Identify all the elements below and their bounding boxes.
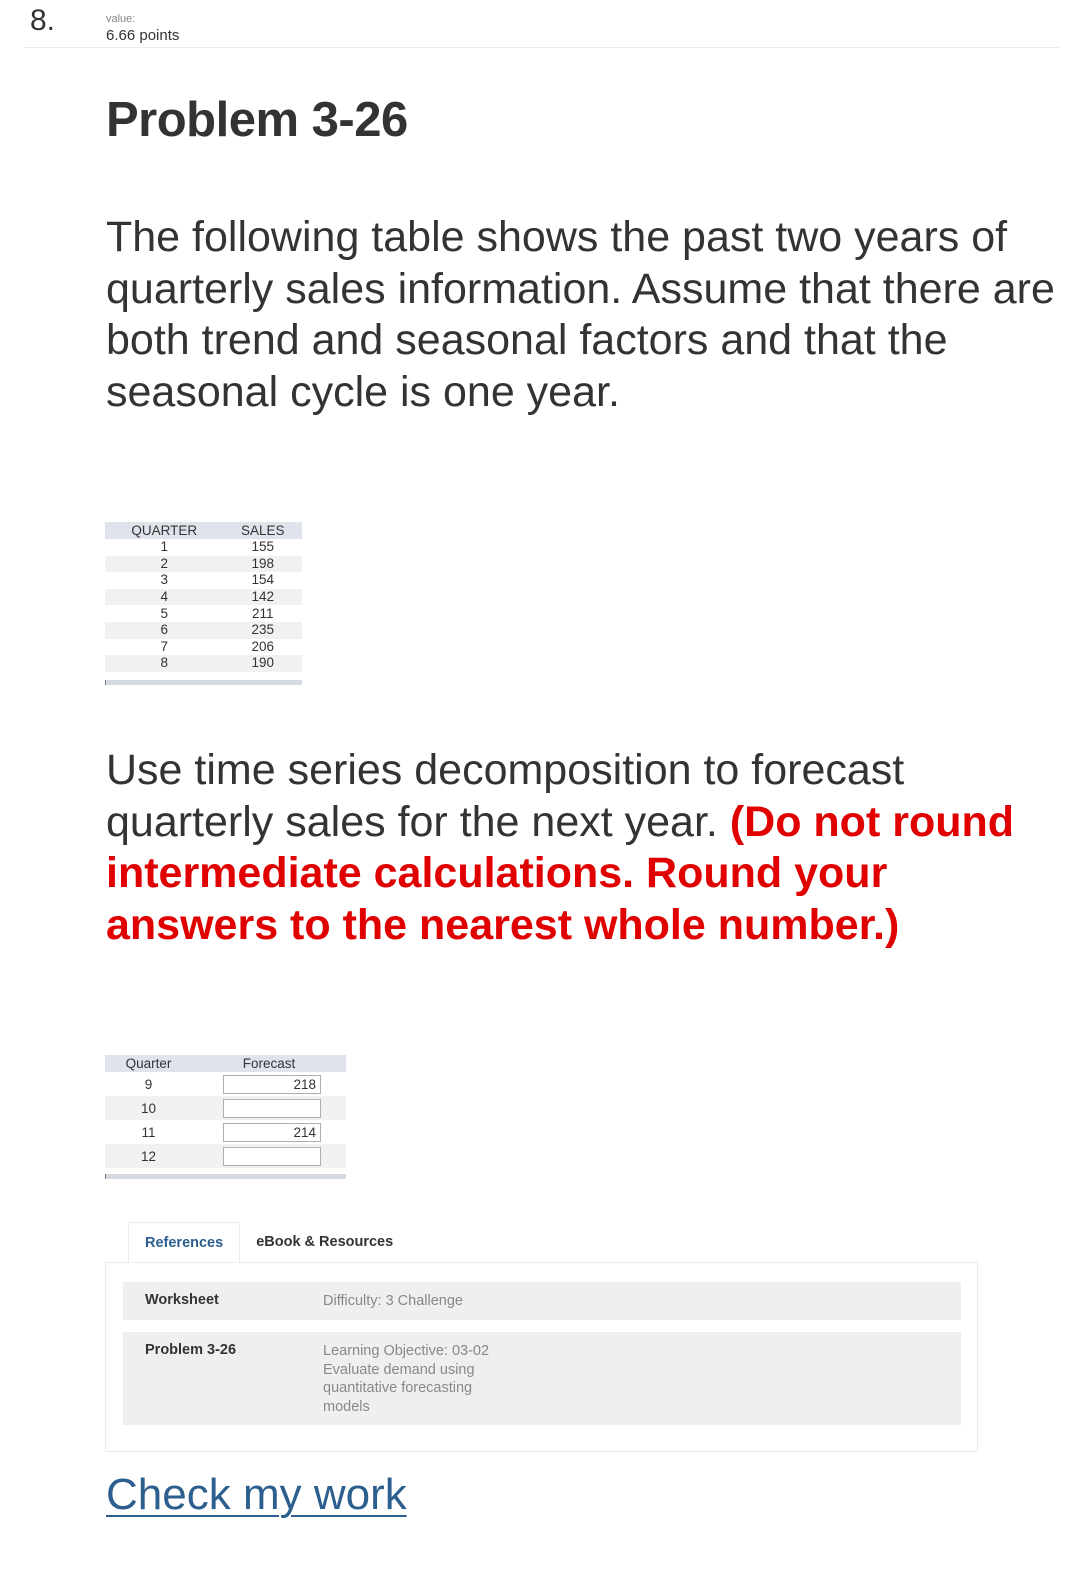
table-row	[105, 556, 302, 573]
table-row	[105, 1072, 346, 1096]
table-row	[105, 1096, 346, 1120]
forecast-input-q11[interactable]	[223, 1123, 321, 1142]
forecast-table-header	[105, 1055, 346, 1072]
table-row	[105, 1120, 346, 1144]
quarter-cell: 1	[160, 539, 169, 555]
problem-instructions	[106, 745, 1056, 951]
forecast-table	[105, 1055, 346, 1168]
forecast-input-q10[interactable]	[223, 1099, 321, 1118]
quarter-cell: 9	[144, 1076, 153, 1092]
quarter-cell: 2	[105, 556, 224, 573]
quarter-cell: 8	[105, 655, 224, 672]
sales-table-header	[105, 522, 302, 539]
sales-table-footer	[105, 680, 302, 685]
reference-row	[123, 1332, 961, 1425]
sales-cell: 235	[224, 622, 302, 639]
quarter-cell: 10	[140, 1100, 157, 1116]
sales-cell: 211	[252, 605, 274, 621]
forecast-input-q9[interactable]	[223, 1075, 321, 1094]
column-header-sales: SALES	[224, 522, 302, 539]
sales-cell: 206	[251, 638, 275, 654]
column-header-forecast: Forecast	[242, 1056, 296, 1071]
reference-row	[123, 1282, 961, 1320]
tab-ebook-resources[interactable]: eBook & Resources	[256, 1234, 394, 1250]
column-header-quarter: Quarter	[125, 1056, 172, 1071]
sales-cell: 190	[224, 655, 302, 672]
worksheet-link[interactable]: Worksheet	[145, 1292, 219, 1308]
references-panel	[105, 1262, 978, 1452]
rounding-instructions: (Do not round intermediate calculations. Round your answers to the nearest whole number.)	[106, 797, 1015, 949]
table-row	[105, 639, 302, 656]
column-header-quarter: QUARTER	[105, 522, 224, 539]
tab-references[interactable]: References	[128, 1222, 240, 1262]
points-value: 6.66 points	[106, 27, 180, 44]
quarter-cell: 3	[160, 572, 169, 588]
table-row	[105, 655, 302, 672]
quarter-cell: 5	[160, 605, 169, 621]
problem-intro: The following table shows the past two years of quarterly sales information. Assume that there are both trend and seasonal factors and that the seasonal cycle is one year.	[106, 213, 1055, 416]
table-row	[105, 605, 302, 622]
quarter-cell: 11	[141, 1124, 156, 1140]
sales-cell: 142	[224, 589, 302, 606]
sales-cell: 198	[224, 556, 302, 573]
sales-cell: 155	[251, 539, 275, 555]
problem-link[interactable]: Problem 3-26	[145, 1342, 237, 1358]
question-number: 8.	[30, 4, 56, 37]
quarter-cell: 4	[105, 589, 224, 606]
check-my-work-link[interactable]: Check my work	[106, 1470, 407, 1519]
learning-objective-text: Learning Objective: 03-02 Evaluate demand using quantitative forecasting models	[323, 1343, 490, 1415]
table-row	[105, 539, 302, 556]
forecast-input-q12[interactable]	[223, 1147, 321, 1166]
header-divider	[24, 47, 1060, 48]
forecast-table-footer	[105, 1174, 346, 1179]
instructions-text: Use time series decomposition to forecast quarterly sales for the next year.	[106, 746, 905, 846]
table-row	[105, 589, 302, 606]
quarter-cell: 12	[140, 1148, 157, 1164]
value-label: value:	[106, 13, 136, 25]
table-row	[105, 622, 302, 639]
quarter-cell: 7	[160, 638, 169, 654]
table-row	[105, 1144, 346, 1168]
problem-title: Problem 3-26	[106, 93, 408, 147]
difficulty-text: Difficulty: 3 Challenge	[323, 1293, 463, 1309]
reference-tabs	[128, 1222, 409, 1262]
quarter-cell: 6	[105, 622, 224, 639]
table-row	[105, 572, 302, 589]
sales-table	[105, 522, 302, 672]
sales-cell: 154	[251, 572, 275, 588]
